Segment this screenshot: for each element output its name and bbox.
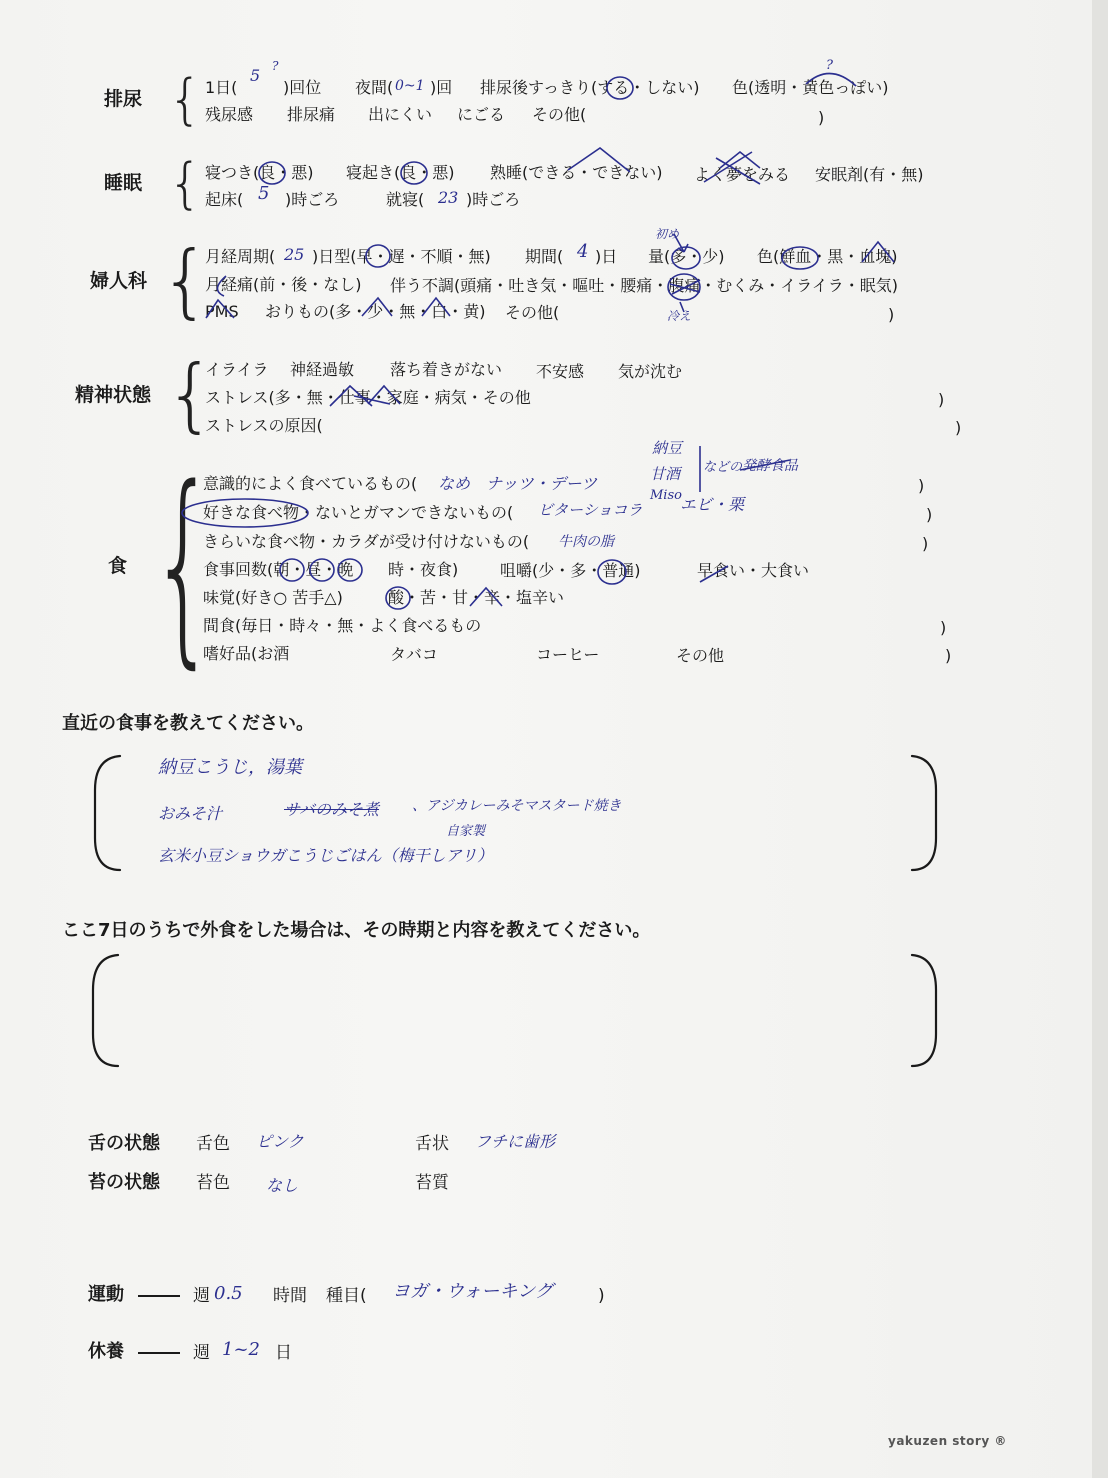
tongue-color-value: ピンク bbox=[256, 1132, 304, 1151]
gyn-menstrual-pain: 月経痛(前・後・なし) bbox=[205, 275, 362, 294]
mental-restless: 落ち着きがない bbox=[390, 360, 503, 379]
food-liked: 好きな食べ物・ないとガマンできないもの( bbox=[203, 503, 514, 522]
coat-quality-label: 苔質 bbox=[415, 1173, 449, 1193]
rest-label: 休養 bbox=[88, 1341, 124, 1362]
tongue-shape-label: 舌状 bbox=[415, 1134, 449, 1154]
food-meals: 食事回数(朝・昼・晩 bbox=[203, 560, 354, 579]
food-taste: 味覚(好き○ 苦手△) bbox=[203, 588, 343, 607]
food-snack: 間食(毎日・時々・無・よく食べるもの bbox=[203, 616, 482, 635]
exercise-close: ) bbox=[598, 1286, 605, 1306]
urination-times-close: )回位 bbox=[283, 78, 322, 97]
food-chew: 咀嚼(少・多・普通) bbox=[500, 561, 641, 580]
urination-pain: 排尿痛 bbox=[287, 105, 336, 124]
sleep-brace: { bbox=[168, 152, 203, 215]
urination-night-value: 0~1 bbox=[395, 78, 425, 94]
food-liked-value: ビターショコラ bbox=[538, 501, 643, 519]
food-conscious: 意識的によく食べているもの( bbox=[203, 474, 418, 493]
urination-times-value: 5 bbox=[250, 66, 261, 85]
food-header: 食 bbox=[108, 555, 128, 577]
coat-color-value: なし bbox=[266, 1176, 299, 1195]
sleep-bed-close: )時ごろ bbox=[466, 190, 521, 209]
gyn-pain-note: 冷え bbox=[667, 309, 692, 323]
mental-nervous: 神経過敏 bbox=[290, 360, 355, 379]
tongue-state-label: 舌の状態 bbox=[88, 1133, 160, 1154]
gyn-period-value: 4 bbox=[577, 241, 589, 262]
mental-brace: { bbox=[165, 348, 216, 441]
coat-color-label: 苔色 bbox=[196, 1173, 230, 1193]
urination-times-question: ? bbox=[272, 59, 279, 73]
gyn-symptoms: 伴う不調(頭痛・吐き気・嘔吐・腰痛・腹痛・むくみ・イライラ・眠気) bbox=[390, 276, 899, 295]
urination-header: 排尿 bbox=[104, 88, 143, 110]
brand-footer: yakuzen story ® bbox=[888, 1434, 1007, 1448]
recent-meal-line2b: 、アジカレーみそマスタード焼き bbox=[412, 798, 622, 814]
food-disliked: きらいな食べ物・カラダが受け付けないもの( bbox=[203, 532, 530, 551]
food-side-natto: 納豆 bbox=[652, 439, 683, 457]
rest-dash bbox=[138, 1352, 180, 1354]
mental-stress: ストレス(多・無・仕事・家庭・病気・その他 bbox=[205, 388, 531, 407]
gyn-amount-note: 初め bbox=[655, 227, 680, 241]
recent-meal-line2a: おみそ汁 bbox=[158, 804, 239, 823]
sleep-rise-close: )時ごろ bbox=[285, 190, 340, 209]
food-pref: 嗜好品(お酒 bbox=[203, 644, 290, 663]
urination-night-close: )回 bbox=[430, 78, 453, 97]
urination-night-open: 夜間( bbox=[355, 78, 394, 97]
recent-meal-line3: 玄米小豆ショウガこうじごはん（梅干しアリ） bbox=[158, 846, 494, 865]
sleep-rise-open: 起床( bbox=[205, 190, 244, 209]
exercise-kind: 種目( bbox=[326, 1286, 367, 1306]
sleep-waking: 寝起き(良・悪) bbox=[346, 163, 455, 182]
mental-stress-close: ) bbox=[938, 390, 945, 409]
gyn-other-close: ) bbox=[888, 305, 895, 324]
recent-meal-line2-struck: サバのみそ煮 bbox=[284, 800, 380, 819]
mental-cause-close: ) bbox=[955, 418, 962, 437]
tongue-shape-value: フチに歯形 bbox=[475, 1132, 556, 1151]
food-conscious-close: ) bbox=[918, 476, 925, 495]
eating-out-title: ここ7日のうちで外食をした場合は、その時期と内容を教えてください。 bbox=[62, 920, 651, 941]
sleep-deep: 熟睡(できる・できない) bbox=[490, 163, 663, 182]
sleep-rise-value: 5 bbox=[258, 183, 270, 204]
exercise-dash bbox=[138, 1295, 180, 1297]
gyn-other: その他( bbox=[505, 303, 560, 322]
mental-irritable: イライラ bbox=[205, 360, 269, 379]
recent-meal-note: 自家製 bbox=[446, 824, 486, 839]
gyn-cycle-close: )日型(早・遅・不順・無) bbox=[312, 247, 491, 266]
exercise-kinds: ヨガ・ウォーキング bbox=[392, 1281, 553, 1302]
sleep-pills: 安眠剤(有・無) bbox=[815, 165, 924, 184]
rest-week: 週 bbox=[193, 1343, 210, 1363]
food-side-amazake: 甘酒 bbox=[650, 465, 681, 483]
food-side-miso: Miso bbox=[650, 488, 682, 503]
urination-hard: 出にくい bbox=[368, 105, 433, 124]
paper-edge bbox=[1092, 0, 1108, 1478]
mental-depressed: 気が沈む bbox=[618, 362, 683, 381]
gyn-cycle-open: 月経周期( bbox=[205, 247, 276, 266]
sleep-bed-value: 23 bbox=[438, 188, 459, 207]
food-taste-options: 酸・苦・甘・辛・塩辛い bbox=[388, 588, 565, 607]
gyn-amount: 量(多・少) bbox=[648, 247, 725, 266]
gyn-cycle-value: 25 bbox=[284, 245, 305, 264]
food-other: その他 bbox=[676, 646, 725, 665]
coat-state-label: 苔の状態 bbox=[88, 1172, 160, 1193]
sleep-dream: よく夢をみる bbox=[694, 165, 791, 184]
mental-anxious: 不安感 bbox=[536, 362, 585, 381]
food-tobacco: タバコ bbox=[390, 645, 438, 664]
food-coffee: コーヒー bbox=[536, 645, 600, 664]
exercise-hours: 時間 bbox=[273, 1286, 307, 1306]
urination-other: その他( bbox=[532, 105, 587, 124]
urination-color-options: 色(透明・黄色っぽい) bbox=[732, 78, 889, 97]
sleep-falling: 寝つき(良・悪) bbox=[205, 163, 314, 182]
gyn-period-close: )日 bbox=[595, 247, 618, 266]
urination-brace: { bbox=[168, 68, 203, 131]
exercise-label: 運動 bbox=[88, 1284, 124, 1305]
gyn-header: 婦人科 bbox=[90, 270, 148, 292]
sleep-bed-open: 就寝( bbox=[386, 190, 425, 209]
food-meals-b: 時・夜食) bbox=[388, 560, 459, 579]
sleep-header: 睡眠 bbox=[104, 172, 143, 194]
recent-meal-title: 直近の食事を教えてください。 bbox=[62, 713, 314, 734]
food-brace: { bbox=[150, 442, 217, 687]
gyn-discharge: おりもの(多・少・無・白・黄) bbox=[265, 302, 486, 321]
food-snack-close: ) bbox=[940, 618, 947, 637]
mental-header: 精神状態 bbox=[75, 384, 152, 406]
urination-residual: 残尿感 bbox=[205, 105, 254, 124]
urination-cloudy: にごる bbox=[457, 105, 506, 124]
exercise-amount: 0.5 bbox=[214, 1283, 243, 1304]
food-pref-close: ) bbox=[945, 646, 952, 665]
mental-cause: ストレスの原因( bbox=[205, 416, 323, 435]
urination-after-options: 排尿後すっきり(する・しない) bbox=[480, 78, 700, 97]
gyn-color: 色(鮮血・黒・血塊) bbox=[757, 247, 898, 266]
food-disliked-close: ) bbox=[922, 534, 929, 553]
urination-color-question: ? bbox=[826, 58, 833, 73]
food-liked-close: ) bbox=[926, 505, 933, 524]
rest-days: 日 bbox=[275, 1343, 292, 1363]
tongue-color-label: 舌色 bbox=[196, 1134, 230, 1154]
gyn-period-open: 期間( bbox=[525, 247, 564, 266]
exercise-week: 週 bbox=[193, 1286, 210, 1306]
food-disliked-value: 牛肉の脂 bbox=[558, 534, 614, 550]
gyn-pms: PMS bbox=[205, 302, 239, 321]
food-speed: 早食い・大食い bbox=[697, 561, 810, 580]
food-liked-value2: エビ・栗 bbox=[680, 495, 745, 514]
gyn-brace: { bbox=[160, 234, 211, 327]
food-side-nado: などの bbox=[703, 460, 743, 475]
food-side-ferment: 発酵食品 bbox=[742, 458, 798, 474]
recent-meal-line1: 納豆こうじ，湯葉 bbox=[158, 757, 302, 778]
urination-times-open: 1日( bbox=[205, 78, 238, 97]
rest-amount: 1~2 bbox=[222, 1339, 260, 1360]
food-conscious-value: なめ ナッツ・デーツ bbox=[438, 474, 598, 493]
urination-other-close: ) bbox=[818, 108, 825, 127]
